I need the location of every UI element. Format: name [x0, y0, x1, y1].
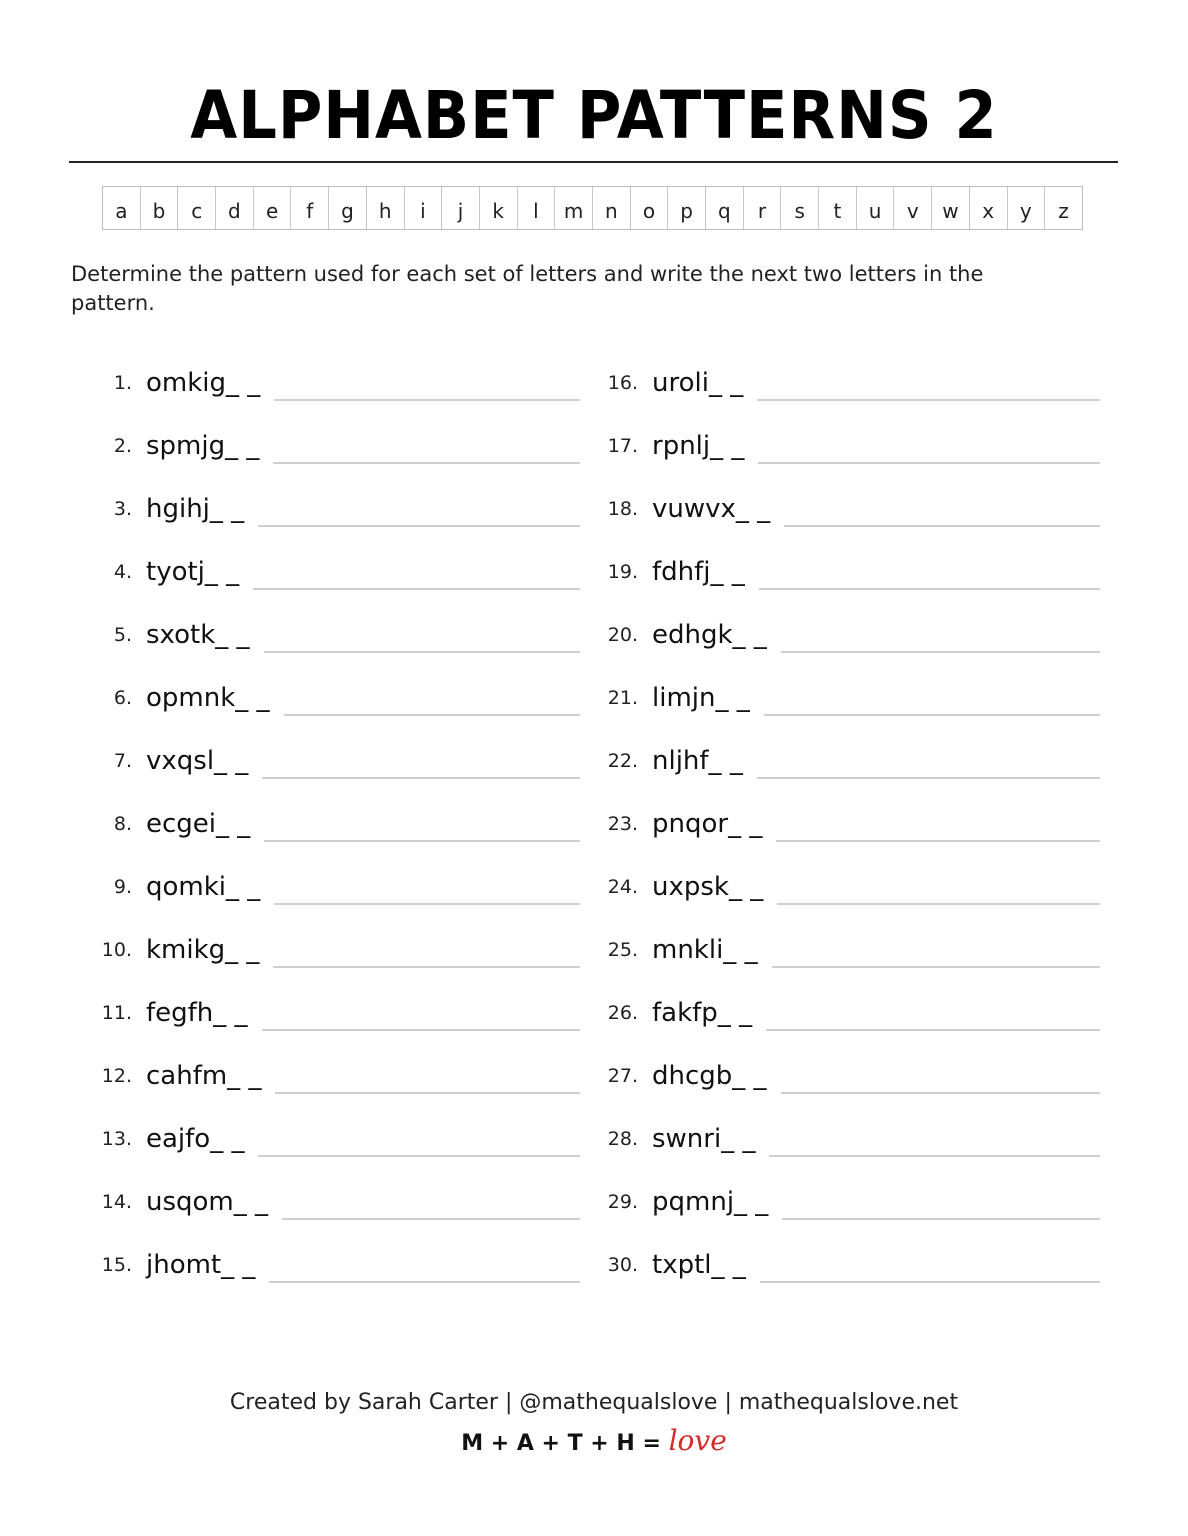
problem-number: 22.: [607, 750, 638, 772]
problems-column-left: [80, 340, 580, 1285]
problem-number: 23.: [607, 813, 638, 835]
alphabet-cell: l: [518, 187, 556, 229]
letter-sequence: usqom_ _: [146, 1187, 269, 1217]
problem-number: 2.: [113, 435, 132, 457]
problem-row: [598, 781, 1100, 844]
problem-row: [80, 970, 580, 1033]
letter-sequence: jhomt_ _: [146, 1250, 256, 1280]
answer-line[interactable]: [777, 903, 1100, 905]
letter-sequence: fdhfj_ _: [652, 557, 745, 587]
alphabet-cell: i: [405, 187, 443, 229]
answer-line[interactable]: [764, 714, 1100, 716]
alphabet-cell: e: [254, 187, 292, 229]
problem-row: [80, 907, 580, 970]
alphabet-cell: w: [932, 187, 970, 229]
problem-row: [598, 403, 1100, 466]
letter-sequence: swnri_ _: [652, 1124, 756, 1154]
answer-line[interactable]: [784, 525, 1100, 527]
answer-line[interactable]: [273, 462, 580, 464]
problem-number: 12.: [101, 1065, 132, 1087]
problem-number: 5.: [113, 624, 132, 646]
problem-row: [80, 529, 580, 592]
alphabet-cell: r: [744, 187, 782, 229]
letter-sequence: spmjg_ _: [146, 431, 260, 461]
letter-sequence: limjn_ _: [652, 683, 750, 713]
problem-number: 14.: [101, 1191, 132, 1213]
letter-sequence: omkig_ _: [146, 368, 261, 398]
problem-row: [80, 1033, 580, 1096]
problem-number: 26.: [607, 1002, 638, 1024]
problem-row: [80, 1096, 580, 1159]
problem-number: 4.: [113, 561, 132, 583]
answer-line[interactable]: [262, 777, 580, 779]
letter-sequence: vxqsl_ _: [146, 746, 249, 776]
alphabet-cell: m: [555, 187, 593, 229]
letter-sequence: nljhf_ _: [652, 746, 743, 776]
problem-row: [598, 844, 1100, 907]
problem-number: 21.: [607, 687, 638, 709]
problem-number: 16.: [607, 372, 638, 394]
footer-credit: Created by Sarah Carter | @mathequalslove | mathequalslove.net: [229, 1390, 959, 1415]
letter-sequence: fakfp_ _: [652, 998, 753, 1028]
problem-row: [80, 655, 580, 718]
answer-line[interactable]: [776, 840, 1100, 842]
problem-number: 7.: [113, 750, 132, 772]
letter-sequence: dhcgb_ _: [652, 1061, 767, 1091]
letter-sequence: pnqor_ _: [652, 809, 763, 839]
letter-sequence: mnkli_ _: [652, 935, 758, 965]
problem-row: [598, 1222, 1100, 1285]
alphabet-cell: p: [668, 187, 706, 229]
problem-number: 13.: [101, 1128, 132, 1150]
answer-line[interactable]: [757, 777, 1100, 779]
alphabet-cell: d: [216, 187, 254, 229]
alphabet-cell: o: [631, 187, 669, 229]
answer-line[interactable]: [772, 966, 1100, 968]
answer-line[interactable]: [766, 1029, 1100, 1031]
alphabet-cell: z: [1058, 199, 1069, 223]
answer-line[interactable]: [782, 1218, 1100, 1220]
problem-row: [80, 403, 580, 466]
problem-number: 15.: [101, 1254, 132, 1276]
alphabet-cell: h: [367, 187, 405, 229]
answer-line[interactable]: [274, 903, 580, 905]
letter-sequence: rpnlj_ _: [652, 431, 745, 461]
answer-line[interactable]: [264, 651, 580, 653]
problem-number: 18.: [607, 498, 638, 520]
problem-number: 24.: [607, 876, 638, 898]
alphabet-cell: t: [819, 187, 857, 229]
problem-row: [598, 529, 1100, 592]
alphabet-cell: k: [480, 187, 518, 229]
alphabet-reference-strip: [102, 186, 1083, 230]
answer-line[interactable]: [769, 1155, 1100, 1157]
instructions-text: Determine the pattern used for each set of letters and write the next two letters in the pattern.: [71, 262, 984, 315]
answer-line[interactable]: [273, 966, 580, 968]
problem-row: [598, 592, 1100, 655]
problem-row: [80, 340, 580, 403]
answer-line[interactable]: [264, 840, 580, 842]
problem-row: [80, 718, 580, 781]
answer-line[interactable]: [253, 588, 580, 590]
problem-number: 28.: [607, 1128, 638, 1150]
letter-sequence: opmnk_ _: [146, 683, 270, 713]
letter-sequence: fegfh_ _: [146, 998, 248, 1028]
alphabet-cell: a: [103, 187, 141, 229]
problem-number: 8.: [113, 813, 132, 835]
problem-number: 9.: [113, 876, 132, 898]
problem-row: [598, 1159, 1100, 1222]
worksheet-title: ALPHABET PATTERNS 2: [190, 77, 998, 154]
problem-row: [80, 592, 580, 655]
letter-sequence: tyotj_ _: [146, 557, 240, 587]
alphabet-cell: c: [178, 187, 216, 229]
problem-row: [598, 340, 1100, 403]
answer-line[interactable]: [282, 1218, 580, 1220]
problem-row: [80, 1159, 580, 1222]
letter-sequence: ecgei_ _: [146, 809, 251, 839]
alphabet-cell: v: [894, 187, 932, 229]
answer-line[interactable]: [781, 651, 1100, 653]
alphabet-cell: j: [442, 187, 480, 229]
letter-sequence: eajfo_ _: [146, 1124, 245, 1154]
alphabet-cell: f: [291, 187, 329, 229]
problem-row: [598, 1033, 1100, 1096]
problem-number: 17.: [607, 435, 638, 457]
problems-column-right: [598, 340, 1100, 1285]
answer-line[interactable]: [258, 525, 580, 527]
problem-row: [80, 466, 580, 529]
answer-line[interactable]: [274, 399, 580, 401]
letter-sequence: vuwvx_ _: [652, 494, 771, 524]
problem-row: [80, 1222, 580, 1285]
letter-sequence: uxpsk_ _: [652, 872, 764, 902]
problem-row: [598, 907, 1100, 970]
problem-number: 20.: [607, 624, 638, 646]
problem-row: [598, 718, 1100, 781]
alphabet-cell: x: [970, 187, 1008, 229]
answer-line[interactable]: [759, 588, 1100, 590]
problem-row: [598, 970, 1100, 1033]
problem-number: 6.: [113, 687, 132, 709]
letter-sequence: qomki_ _: [146, 872, 261, 902]
title-divider: [69, 161, 1118, 163]
logo-prefix: M + A + T + H =: [461, 1431, 669, 1456]
problem-row: [598, 466, 1100, 529]
alphabet-cell: b: [141, 187, 179, 229]
letter-sequence: cahfm_ _: [146, 1061, 262, 1091]
alphabet-cell: u: [857, 187, 895, 229]
problem-number: 25.: [607, 939, 638, 961]
problem-row: [80, 781, 580, 844]
math-equals-love-logo: [0, 1424, 1188, 1457]
answer-line[interactable]: [275, 1092, 580, 1094]
problem-number: 19.: [607, 561, 638, 583]
problem-number: 30.: [607, 1254, 638, 1276]
letter-sequence: txptl_ _: [652, 1250, 746, 1280]
problem-number: 10.: [101, 939, 132, 961]
answer-line[interactable]: [269, 1281, 580, 1283]
letter-sequence: edhgk_ _: [652, 620, 767, 650]
letter-sequence: hgihj_ _: [146, 494, 245, 524]
problem-number: 1.: [113, 372, 132, 394]
letter-sequence: sxotk_ _: [146, 620, 250, 650]
problem-number: 3.: [113, 498, 132, 520]
alphabet-cell: y: [1008, 187, 1046, 229]
problem-number: 11.: [101, 1002, 132, 1024]
answer-line[interactable]: [781, 1092, 1100, 1094]
problem-row: [598, 655, 1100, 718]
answer-line[interactable]: [757, 399, 1100, 401]
answer-line[interactable]: [758, 462, 1100, 464]
letter-sequence: kmikg_ _: [146, 935, 260, 965]
alphabet-cell: n: [593, 187, 631, 229]
logo-love-script: love: [668, 1424, 727, 1457]
letter-sequence: pqmnj_ _: [652, 1187, 769, 1217]
problem-number: 29.: [607, 1191, 638, 1213]
alphabet-cell: g: [329, 187, 367, 229]
problem-row: [598, 1096, 1100, 1159]
answer-line[interactable]: [258, 1155, 580, 1157]
answer-line[interactable]: [760, 1281, 1100, 1283]
answer-line[interactable]: [262, 1029, 580, 1031]
problem-number: 27.: [607, 1065, 638, 1087]
alphabet-cell: q: [706, 187, 744, 229]
problem-row: [80, 844, 580, 907]
letter-sequence: uroli_ _: [652, 368, 744, 398]
answer-line[interactable]: [284, 714, 580, 716]
alphabet-cell: s: [781, 187, 819, 229]
